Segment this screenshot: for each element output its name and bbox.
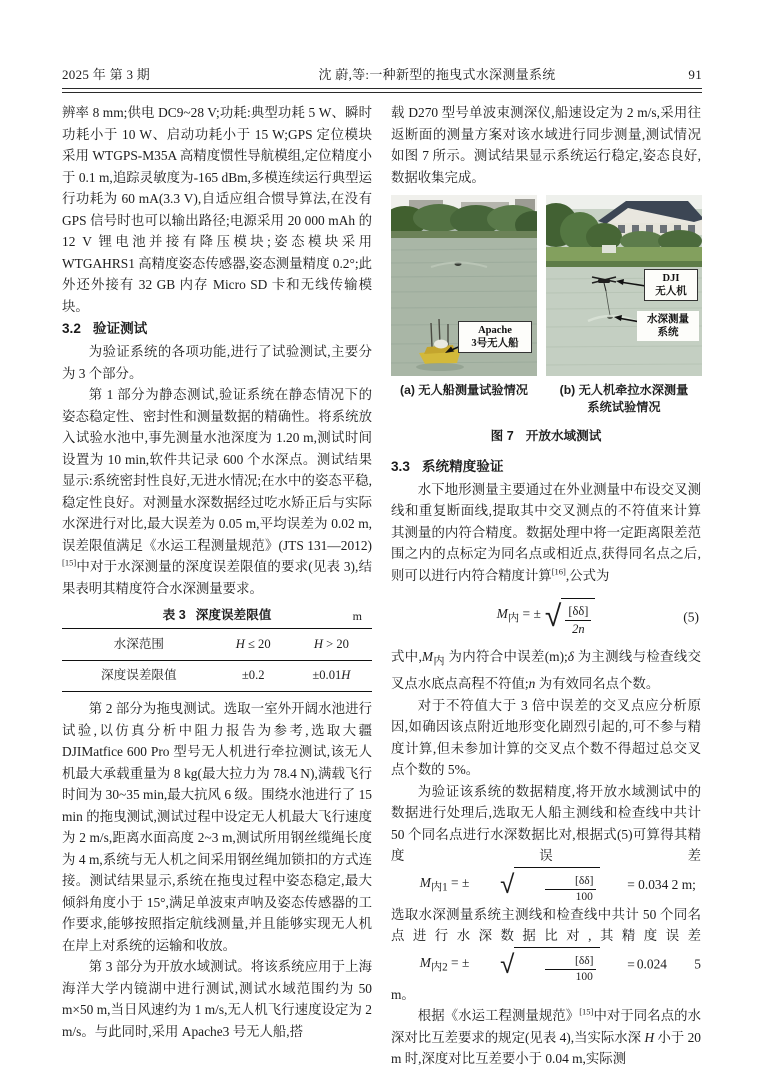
row-header: 水深范围 bbox=[113, 636, 164, 651]
text-segment: 0.024 5 m。 bbox=[391, 956, 701, 1002]
header-rule bbox=[62, 88, 702, 93]
section-heading-3-3 bbox=[391, 456, 701, 478]
figure-7 bbox=[391, 195, 701, 448]
formula-result: = 0.034 2 m; bbox=[627, 877, 696, 893]
figure-label: 图 7 bbox=[490, 429, 514, 443]
variable: H bbox=[644, 1029, 655, 1045]
figure-photo-b-block bbox=[546, 195, 702, 416]
table-title: 深度误差限值 bbox=[195, 608, 272, 622]
fraction-numerator: [δδ] bbox=[545, 875, 596, 890]
running-title: 沈 蔚,等:一种新型的拖曳式水深测量系统 bbox=[318, 67, 556, 82]
fraction-numerator: [δδ] bbox=[565, 604, 591, 621]
text-segment: ≤ 20 bbox=[244, 636, 271, 651]
square-root bbox=[545, 598, 596, 637]
citation-ref: [15] bbox=[579, 1006, 594, 1017]
text-segment: 为主测线与检查线交叉点水底点高程不符值; bbox=[391, 649, 701, 692]
paragraph bbox=[391, 646, 701, 695]
fraction-denominator: 2n bbox=[572, 621, 585, 636]
subscript: 内2 bbox=[430, 961, 448, 974]
drone-annotation-label bbox=[644, 269, 698, 301]
caption-line: (b) 无人机牵拉水深测量 bbox=[559, 383, 689, 397]
label-line: 水深测量 bbox=[647, 314, 689, 325]
table-cell bbox=[291, 629, 372, 661]
table-cell bbox=[291, 660, 372, 692]
photo-usv-test bbox=[391, 195, 537, 376]
paragraph: 第 3 部分为开放水域测试。将该系统应用于上海海洋大学内镜湖中进行测试,测试水域范围约为 50 m×50 m,当日风速约为 1 m/s,无人机飞行速度设定为 2 m/s。与此同时,采用 Apache3 号无人船,搭 bbox=[62, 959, 372, 1039]
figure-caption bbox=[391, 426, 701, 448]
citation-ref: [16] bbox=[551, 566, 566, 577]
equation-5 bbox=[391, 595, 701, 639]
text-segment: ±0.01 bbox=[312, 668, 342, 682]
text-segment: 式中, bbox=[391, 649, 422, 664]
subscript: 内1 bbox=[430, 881, 448, 894]
figure-photo-a-block bbox=[391, 195, 537, 416]
variable: M bbox=[496, 606, 508, 622]
row-header: 深度误差限值 bbox=[62, 660, 216, 692]
radical-icon: √ bbox=[500, 870, 515, 901]
label-line: 3号无人船 bbox=[471, 338, 519, 349]
variable: H bbox=[313, 636, 323, 651]
figure-photos bbox=[391, 195, 701, 416]
label-line: 系统 bbox=[657, 327, 679, 338]
variable: H bbox=[341, 668, 351, 682]
inline-formula bbox=[393, 947, 635, 984]
page-number: 91 bbox=[688, 67, 702, 82]
paragraph: 载 D270 型号单波束测深仪,船速设定为 2 m/s,采用往返断面的测量方案对该水域进行同步测量,测试情况如图 7 所示。测试结果显示系统运行稳定,姿态良好,数据收集完成。 bbox=[391, 105, 701, 185]
system-annotation-label bbox=[637, 311, 699, 341]
table-caption bbox=[62, 606, 372, 624]
relation: = ± bbox=[447, 954, 470, 970]
journal-issue: 2025 年 第 3 期 bbox=[62, 67, 151, 82]
table-label: 表 3 bbox=[162, 608, 186, 622]
paragraph: 对于不符值大于 3 倍中误差的交叉点应分析原因,如确因该点附近地形变化剧烈引起的,可不参与精度计算,但未参加计算的交叉点个数不得超过总交叉点个数的 5%。 bbox=[391, 697, 701, 778]
relation: = ± bbox=[519, 606, 541, 622]
section-number: 3.2 bbox=[62, 321, 81, 336]
table-cell bbox=[216, 629, 291, 661]
label-line: 无人机 bbox=[655, 286, 687, 297]
section-title: 验证测试 bbox=[92, 321, 148, 336]
text-segment: 中对于同名点的水深对比互差要求的规定(见表 4),当实际水深 bbox=[391, 1008, 702, 1045]
label-line: DJI bbox=[662, 273, 680, 284]
relation: = ± bbox=[447, 874, 470, 890]
paragraph: 第 2 部分为拖曳测试。选取一室外开阔水池进行试验,以仿真分析中阻力报告为参考,选取大疆 DJIMatfice 600 Pro 型号无人机进行牵拉测试,该无人机最大承载重量为 8 kg(最大拉力为 78.4 N),满载飞行时间为 30~35 min,最大抗风 6 级。围绕水池进行了 15 min 的拖曳测试,测试过程中设定无人机最大飞行速度为 2 m/s,距离水面高度 2~3 m,测试所用钢丝缆绳长度为 4 m,系统与无人机之间采用钢丝绳加锁扣的方式连接。测试结果显示,系统在拖曳过程中姿态稳定,最大倾斜角度小于 15°,满足单波束声呐及姿态传感器的工作要求,能够按照指定航线测量,并且能够实现无人机在岸上对系统的运输和收放。 bbox=[62, 701, 372, 953]
subscript: 内 bbox=[432, 655, 445, 668]
left-column bbox=[62, 102, 372, 1070]
two-column-body bbox=[62, 102, 702, 1070]
radical-icon: √ bbox=[500, 950, 515, 981]
paragraph bbox=[391, 1005, 701, 1070]
page-content bbox=[62, 64, 702, 1070]
paragraph: 为验证系统的各项功能,进行了试验测试,主要分为 3 个部分。 bbox=[62, 344, 372, 381]
label-line: Apache bbox=[478, 325, 512, 336]
text-segment: 为验证该系统的数据精度,将开放水域测试中的数据进行处理后,选取无人船主测线和检查线中共计 50 个同名点进行水深数据比对,根据式(5)可算得其精度误差 bbox=[391, 783, 701, 864]
paragraph bbox=[391, 781, 701, 1006]
text-segment: > 20 bbox=[322, 636, 349, 651]
table-cell: ±0.2 bbox=[216, 660, 291, 692]
formula-result: = bbox=[627, 957, 635, 973]
text-segment: 为内符合中误差(m); bbox=[444, 649, 568, 664]
text-segment: 第 1 部分为静态测试,验证系统在静态情况下的姿态稳定性、密封性和测量数据的精确性。将系统放入试验水池中,事先测量水池深度为 1.20 m,测试时间设置为 10 min,软件共记录 600 个水深点。测试结果显示:系统密封性良好,无进水情况;在水中的姿态平稳,稳定性良好。对测量水深数据经过吃水矫正后与实际水深进行对比,最大误差为 0.05 m,平均误差为 0.02 m,误差限值满足《水运工程测量规范》(JTS 131—2012) bbox=[62, 387, 372, 553]
variable: M bbox=[421, 649, 433, 664]
text-segment: ,公式为 bbox=[565, 567, 610, 583]
table-row bbox=[62, 629, 372, 661]
subscript: 内 bbox=[507, 613, 520, 626]
subfigure-caption-b bbox=[560, 382, 689, 416]
variable: M bbox=[419, 874, 431, 890]
section-heading-3-2 bbox=[62, 318, 372, 340]
text-segment: 根据《水运工程测量规范》 bbox=[417, 1008, 580, 1024]
table-row bbox=[62, 660, 372, 692]
fraction-denominator: 100 bbox=[575, 970, 593, 983]
fraction-denominator: 100 bbox=[575, 890, 593, 903]
right-column bbox=[391, 102, 701, 1070]
inline-formula bbox=[393, 867, 696, 904]
text-segment: 水下地形测量主要通过在外业测量中布设交叉测线和重复断面线,提取其中交叉测点的不符值来计算其测量的内符合精度。数据处理中将一定距离限差范围之内的点标定为同名点或相近点,获得同名点之后,则可以进行内符合精度计算 bbox=[391, 481, 701, 583]
table-3 bbox=[62, 606, 372, 692]
radical-icon: √ bbox=[544, 599, 562, 634]
variable: δ bbox=[567, 649, 574, 664]
boat-annotation-label bbox=[458, 321, 532, 353]
variable: M bbox=[419, 954, 431, 970]
text-segment: 中对于水深测量的深度误差限值的要求(见表 3),结果表明其精度符合水深测量要求。 bbox=[62, 559, 372, 596]
equation-number: (5) bbox=[683, 609, 699, 625]
subfigure-caption-a: (a) 无人船测量试验情况 bbox=[400, 383, 528, 397]
paragraph bbox=[62, 384, 372, 599]
fraction-numerator: [δδ] bbox=[545, 955, 596, 970]
paragraph: 辨率 8 mm;供电 DC9~28 V;功耗:典型功耗 5 W、瞬时功耗小于 10 W、启动功耗小于 15 W;GPS 定位模块采用 WTGPS-M35A 高精度惯性导航模组,定位精度小于 0.1 m,追踪灵敏度为-165 dBm,多模连续运行典型运行功耗为 60 mA(3.3 V),自适应组合惯导算法,在没有 GPS 信号时也可以输出路径;电源采用 20 000 mAh 的 12 V 锂电池并接有降压模块;姿态模块采用 WTGAHRS1 高精度姿态传感器,姿态测量精度 0.2°;此外还外接有 32 GB 内存 Micro SD 卡和无线传输模块。 bbox=[62, 105, 372, 314]
depth-error-limit-table bbox=[62, 628, 372, 692]
section-title: 系统精度验证 bbox=[421, 458, 504, 474]
table-unit: m bbox=[352, 609, 362, 623]
variable: H bbox=[235, 636, 245, 651]
section-number: 3.3 bbox=[391, 458, 410, 474]
text-segment: 选取水深测量系统主测线和检查线中共计 50 个同名点进行水深数据比对,其精度误差 bbox=[391, 906, 701, 944]
paragraph bbox=[391, 479, 701, 587]
text-segment: 小于 20 m 时,深度对比互差要小于 0.04 m,实际测 bbox=[391, 1029, 702, 1067]
figure-title: 开放水域测试 bbox=[525, 429, 602, 443]
photo-uav-towing-test bbox=[546, 195, 702, 376]
caption-line: 系统试验情况 bbox=[587, 400, 661, 414]
variable: n bbox=[528, 676, 536, 692]
text-segment: 为有效同名点个数。 bbox=[535, 676, 660, 692]
citation-ref: [15] bbox=[62, 557, 77, 568]
running-header bbox=[62, 64, 702, 83]
